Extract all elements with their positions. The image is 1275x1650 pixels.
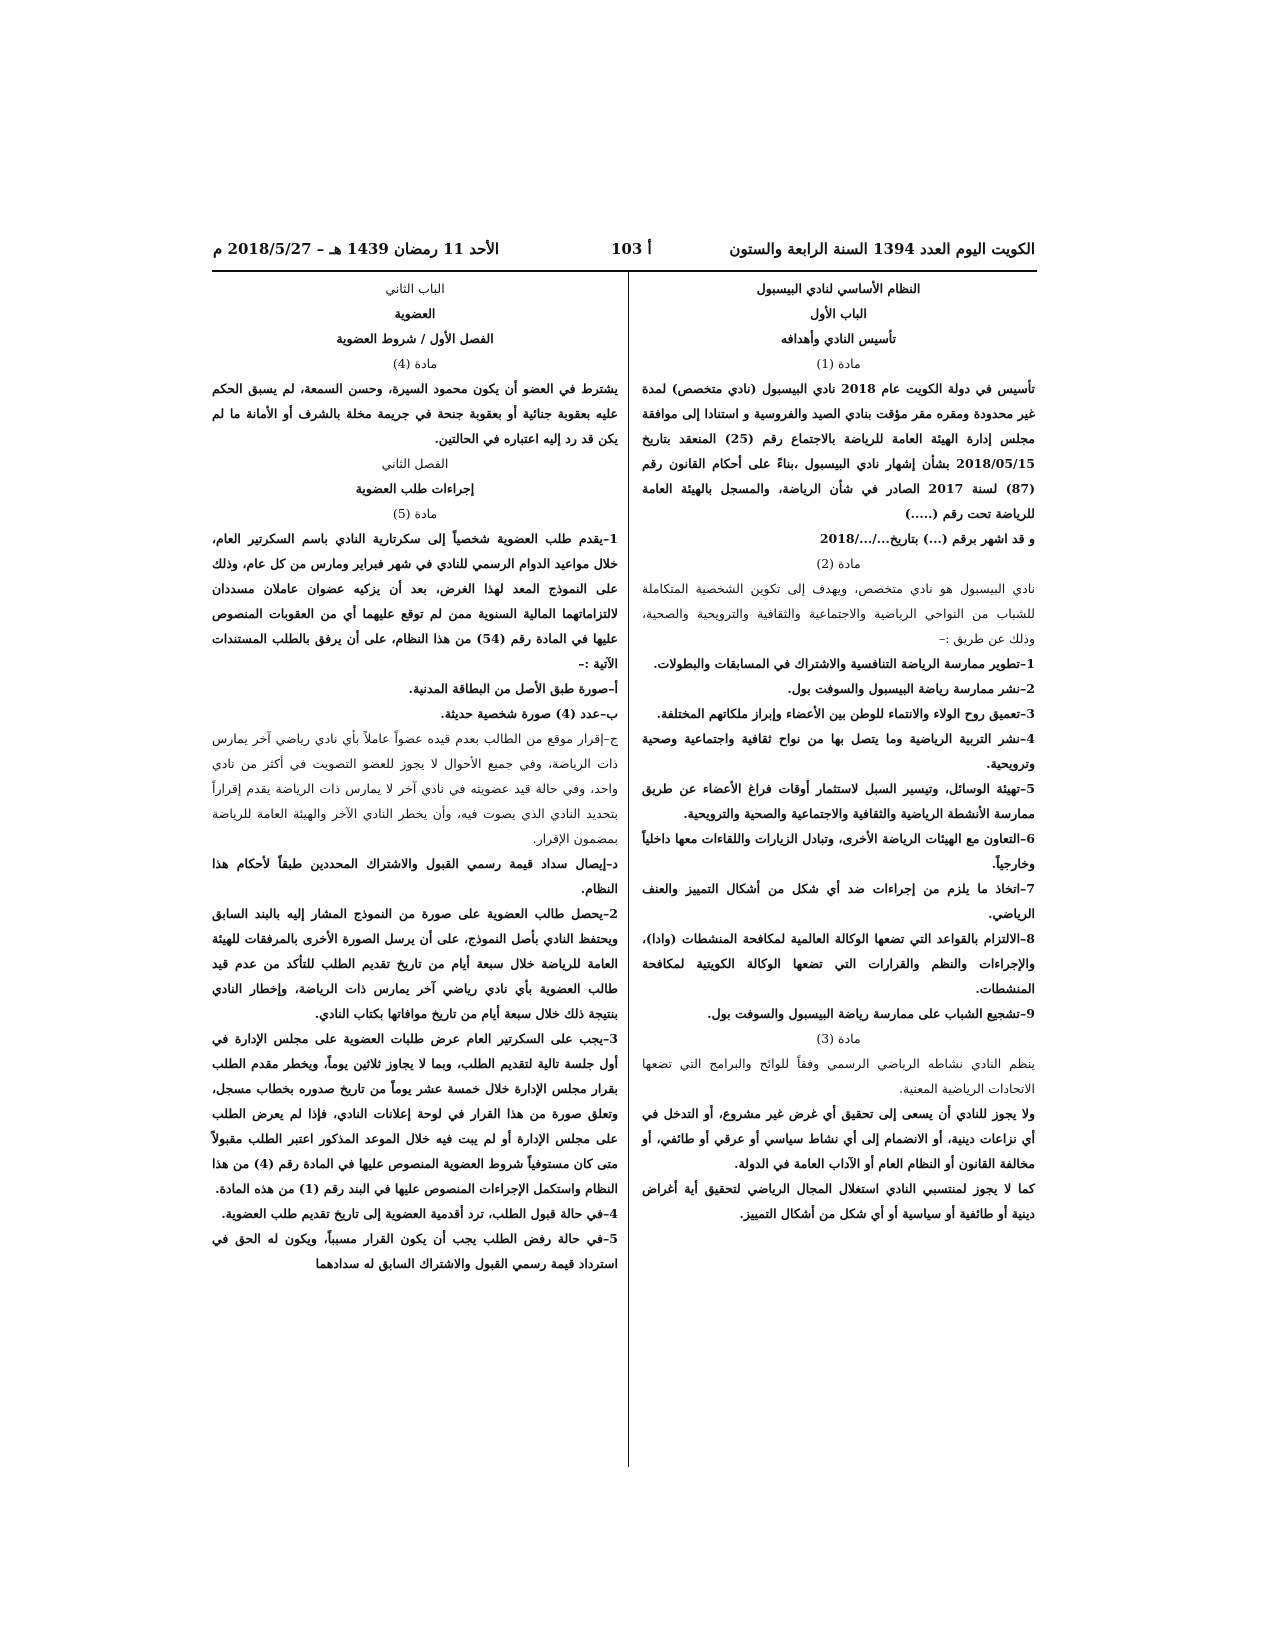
chapter-heading: الباب الأول [810, 306, 867, 321]
list-item: 1–تطوير ممارسة الرياضة التنافسية والاشتراك في المسابقات والبطولات. [653, 656, 1035, 671]
article-heading: مادة (4) [392, 356, 438, 371]
list-item: 1–يقدم طلب العضوية شخصياً إلى سكرتارية النادي باسم السكرتير العام، خلال مواعيد الدوام الرسمي للنادي في شهر فبراير ومارس من كل عام، وذلك على النموذج المعد لهذا الغرض، بعد أن يزكيه عضوان عاملان مسددان لالتزاماتهما المالية السنوية ممن لم توقع عليهما أي من العقوبات المنصوص عليها في المادة رقم (54) من هذا النظام، على أن يرفق بالطلب المستندات الآتية :– [212, 531, 619, 671]
right-column [642, 276, 1035, 1226]
article-heading: مادة (3) [816, 1031, 861, 1046]
column-divider [628, 272, 629, 1467]
header-date: الأحد 11 رمضان 1439 هـ – 2018/5/27 م [213, 240, 500, 258]
list-item: 2–يحصل طالب العضوية على صورة من النموذج المشار إليه بالبند السابق ويحتفظ النادي بأصل النموذج، على أن يرسل الصورة الأخرى بالمرفقات للهيئة العامة للرياضة خلال سبعة أيام من تاريخ تقديم الطلب للتأكد من عدم قيد طالب العضوية بأي نادي رياضي آخر يمارس ذات الرياضة، وإخطار النادي بنتيجة ذلك خلال سبعة أيام من تاريخ موافاتها بكتاب النادي. [212, 906, 618, 1021]
list-item: 6–التعاون مع الهيئات الرياضة الأخرى، وتبادل الزيارات واللقاءات معها داخلياً وخارجياً. [642, 831, 1035, 871]
page-header [213, 236, 1035, 266]
left-column [212, 276, 618, 1276]
chapter-title: تأسيس النادي وأهدافه [780, 331, 897, 346]
article-text: ينظم النادي نشاطه الرياضي الرسمي وفقاً للوائح والبرامج التي تضعها الاتحادات الرياضية المعنية. [642, 1056, 1035, 1096]
article-heading: مادة (2) [816, 556, 861, 571]
sub-item: أ–صورة طبق الأصل من البطاقة المدنية. [408, 681, 618, 696]
list-item: 4–في حالة قبول الطلب، ترد أقدمية العضوية إلى تاريخ تقديم طلب العضوية. [221, 1206, 618, 1221]
list-item: 5–في حالة رفض الطلب يجب أن يكون القرار مسبباً، ويكون له الحق في استرداد قيمة رسمي القبول والاشتراك السابق له سدادهما [212, 1231, 618, 1271]
chapter-title: العضوية [394, 306, 436, 321]
header-page-number: أ 103 [611, 240, 652, 258]
list-item: 8–الالتزام بالقواعد التي تضعها الوكالة العالمية لمكافحة المنشطات (وادا)، والإجراءات والنظم والقرارات التي تضعها الوكالة الكويتية لمكافحة المنشطات. [642, 931, 1035, 996]
article-text: يشترط في العضو أن يكون محمود السيرة، وحسن السمعة، لم يسبق الحكم عليه بعقوبة جنائية أو بعقوبة جنحة في جريمة مخلة بالشرف أو الأمانة ما لم يكن قد رد إليه اعتباره في الحالتين. [212, 381, 618, 446]
section-heading: الفصل الثاني [381, 456, 449, 471]
article-text: تأسيس في دولة الكويت عام 2018 نادي البيسبول (نادي متخصص) لمدة غير محدودة ومقره مقر مؤقت بنادي الصيد والفروسية و استنادا إلى موافقة مجلس إدارة الهيئة العامة للرياضة بالاجتماع رقم (25) المنعقد بتاريخ 2018/05/15 بشأن إشهار نادي البيسبول ،بناءً على أحكام القانون رقم (87) لسنة 2017 الصادر في شأن الرياضة، والمسجل بالهيئة العامة للرياضة تحت رقم (.....) [642, 381, 1035, 521]
article-text: كما لا يجوز لمنتسبي النادي استغلال المجال الرياضي لتحقيق أية أغراض دينية أو طائفية أو سياسية أو أي شكل من أشكال التمييز. [642, 1181, 1035, 1221]
section-heading: الفصل الأول / شروط العضوية [336, 331, 494, 346]
list-item: 7–اتخاذ ما يلزم من إجراءات ضد أي شكل من أشكال التمييز والعنف الرياضي. [642, 881, 1035, 921]
article-heading: مادة (1) [816, 356, 861, 371]
document-title: النظام الأساسي لنادي البيسبول [756, 281, 921, 296]
list-item: 4–نشر التربية الرياضية وما يتصل بها من نواح ثقافية واجتماعية وصحية وترويحية. [642, 731, 1035, 771]
sub-item: ج–إقرار موقع من الطالب بعدم قيده عضواً عاملاً بأي نادي رياضي آخر يمارس ذات الرياضة، وفي جميع الأحوال لا يجوز للعضو التصويت في أكثر من نادي واحد، وفي حالة قيد عضويته في نادي آخر لا يمارس ذات الرياضة يقدم إقراراً بتحديد النادي الذي يصوت فيه، وأن يخطر النادي الآخر والهيئة العامة للرياضة بمضمون الإقرار. [212, 731, 618, 846]
list-item: 9–تشجيع الشباب على ممارسة رياضة البيسبول والسوفت بول. [707, 1006, 1035, 1021]
list-item: 2–نشر ممارسة رياضة البيسبول والسوفت بول. [787, 681, 1035, 696]
article-text: نادي البيسبول هو نادي متخصص، ويهدف إلى تكوين الشخصية المتكاملة للشباب من النواحي الرياضية والاجتماعية والثقافية والترويحية والصحية، وذلك عن طريق :– [642, 581, 1035, 646]
list-item: 3–تعميق روح الولاء والانتماء للوطن بين الأعضاء وإبراز ملكاتهم المختلفة. [656, 706, 1035, 721]
registration-line: و قد اشهر برقم (...) بتاريخ.../.../2018 [819, 531, 1035, 546]
chapter-heading: الباب الثاني [385, 281, 445, 296]
sub-item: د–إيصال سداد قيمة رسمي القبول والاشتراك المحددين طبقاً لأحكام هذا النظام. [212, 856, 618, 896]
section-title: إجراءات طلب العضوية [355, 481, 475, 496]
header-rule [212, 270, 1037, 272]
list-item: 3–يجب على السكرتير العام عرض طلبات العضوية على مجلس الإدارة في أول جلسة تالية لتقديم الطلب، وبما لا يجاوز ثلاثين يوماً، ويخطر مقدم الطلب بقرار مجلس الإدارة خلال خمسة عشر يوماً من تاريخ صدوره بخطاب مسجل، وتعلق صورة من هذا القرار في لوحة إعلانات النادي، فإذا لم يعرض الطلب على مجلس الإدارة أو لم يبت فيه خلال الموعد المذكور اعتبر الطلب مقبولاً متى كان مستوفياً شروط العضوية المنصوص عليها في المادة رقم (4) من هذا النظام واستكمل الإجراءات المنصوص عليها في البند رقم (1) من هذه المادة. [212, 1031, 618, 1196]
list-item: 5–تهيئة الوسائل، وتيسير السبل لاستثمار أوقات فراغ الأعضاء عن طريق ممارسة الأنشطة الرياضية والثقافية والاجتماعية والصحية والترويحية. [642, 781, 1035, 821]
article-heading: مادة (5) [392, 506, 438, 521]
sub-item: ب–عدد (4) صورة شخصية حديثة. [440, 706, 618, 721]
article-text: ولا يجوز للنادي أن يسعى إلى تحقيق أي غرض غير مشروع، أو التدخل في أي نزاعات دينية، أو الانضمام إلى أي نشاط سياسي أو عرقي أو طائفي، أو مخالفة القانون أو النظام العام أو الآداب العامة في الدولة. [642, 1106, 1035, 1171]
header-gazette-issue: الكويت اليوم العدد 1394 السنة الرابعة والستون [729, 240, 1035, 258]
